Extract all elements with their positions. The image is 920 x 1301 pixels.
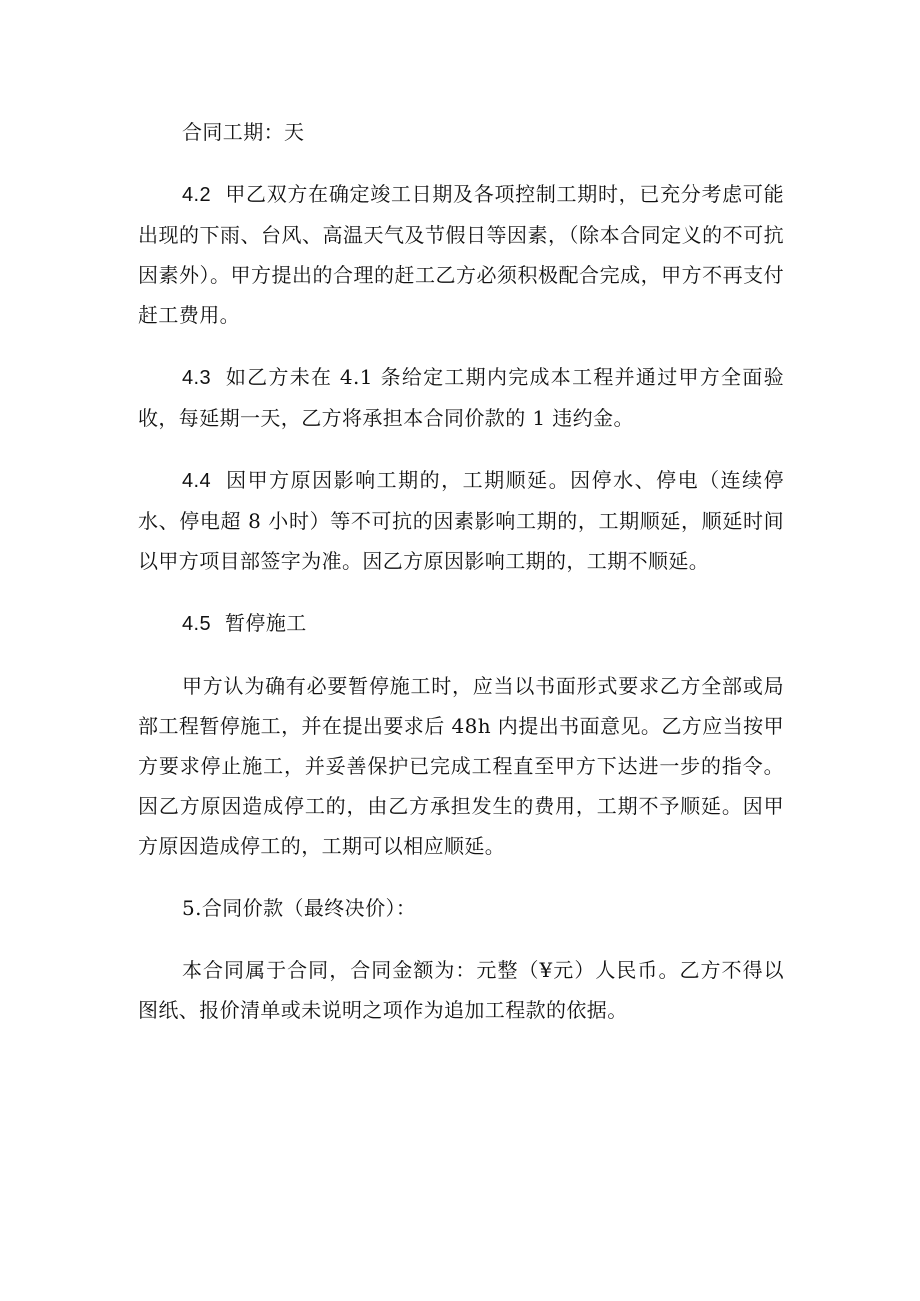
- paragraph-4-4: [138, 460, 784, 581]
- clause-number: 4.2: [182, 184, 212, 206]
- document-page: [138, 112, 784, 1030]
- paragraph-contract-duration: [138, 112, 784, 152]
- clause-number: 4.3: [182, 367, 212, 389]
- paragraph-5-body: [138, 950, 784, 1030]
- clause-number: 4.4: [182, 470, 212, 492]
- paragraph-text: 5.合同价款（最终决价）：: [182, 896, 417, 920]
- paragraph-5-heading: [138, 888, 784, 928]
- clause-number: 4.5: [182, 613, 212, 635]
- paragraph-text: 本合同属于合同，合同金额为：元整（¥元）人民币。乙方不得以图纸、报价清单或未说明之项作为追加工程款的依据。: [138, 958, 784, 1022]
- paragraph-text: 如乙方未在 4.1 条给定工期内完成本工程并通过甲方全面验收，每延期一天，乙方将承担本合同价款的 1 违约金。: [138, 365, 784, 430]
- paragraph-text: 因甲方原因影响工期的，工期顺延。因停水、停电（连续停水、停电超 8 小时）等不可抗的因素影响工期的，工期顺延，顺延时间以甲方项目部签字为准。因乙方原因影响工期的，工期不顺延。: [138, 468, 784, 573]
- paragraph-4-5-heading: [138, 603, 784, 644]
- paragraph-4-5-body: [138, 666, 784, 866]
- paragraph-text: 甲方认为确有必要暂停施工时，应当以书面形式要求乙方全部或局部工程暂停施工，并在提出要求后 48h 内提出书面意见。乙方应当按甲方要求停止施工，并妥善保护已完成工程直至甲方下达进一步的指令。因乙方原因造成停工的，由乙方承担发生的费用，工期不予顺延。因甲方原因造成停工的，工期可以相应顺延。: [138, 674, 784, 858]
- paragraph-4-2: [138, 174, 784, 335]
- paragraph-4-3: [138, 357, 784, 438]
- paragraph-text: 甲乙双方在确定竣工日期及各项控制工期时，已充分考虑可能出现的下雨、台风、高温天气及节假日等因素，（除本合同定义的不可抗因素外）。甲方提出的合理的赶工乙方必须积极配合完成，甲方不再支付赶工费用。: [138, 182, 784, 327]
- paragraph-text: 暂停施工: [225, 611, 307, 635]
- paragraph-text: 合同工期：天: [182, 120, 305, 144]
